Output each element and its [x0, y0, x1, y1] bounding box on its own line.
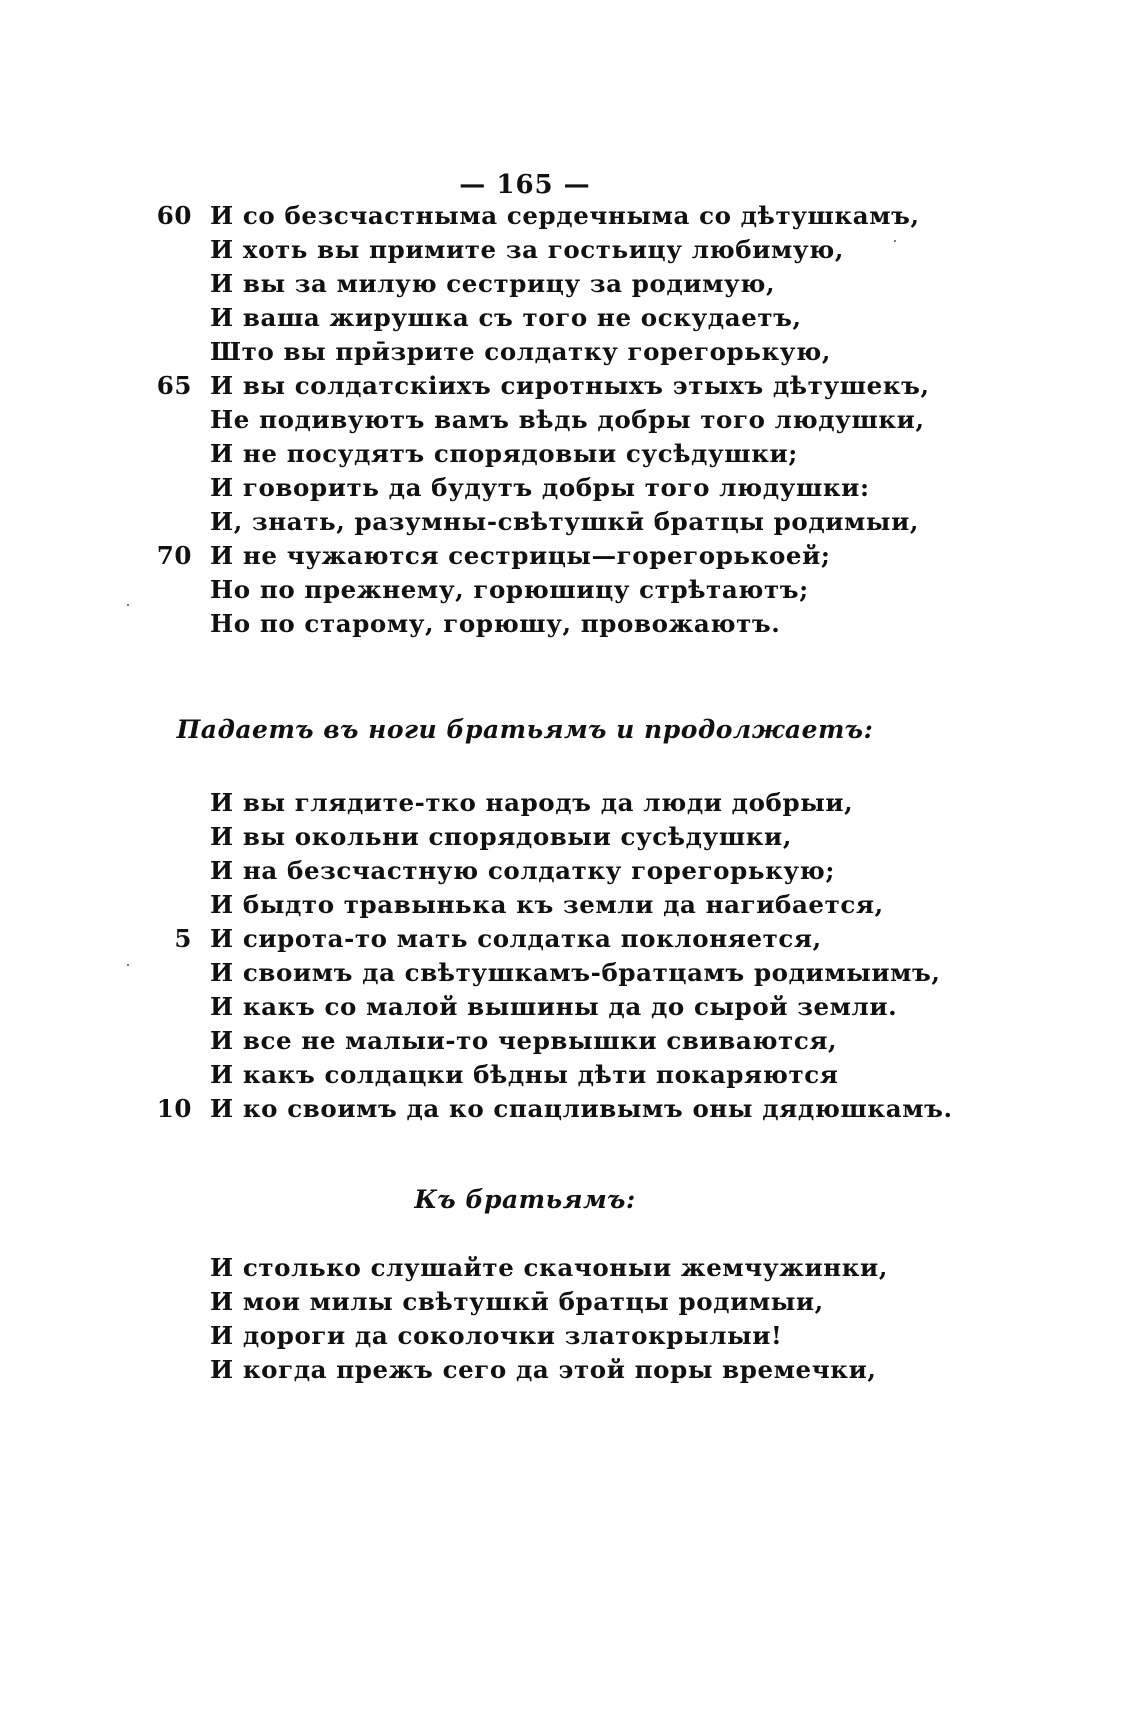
verse-line — [0, 437, 1140, 471]
line-text: Но по старому, горюшу, провожаютъ. — [210, 609, 781, 638]
verse-line — [0, 505, 1140, 539]
line-text: И не чужаются сестрицы—горегорькоей; — [210, 541, 831, 570]
verse-line — [0, 1251, 1140, 1285]
line-text: И вы окольни спорядовыи сусѣдушки, — [210, 822, 792, 851]
line-text: И мои милы свѣтушкӣ братцы родимыи, — [210, 1287, 824, 1316]
line-text: И говорить да будутъ добры того людушки: — [210, 473, 870, 502]
verse-line — [0, 1353, 1140, 1387]
line-text: И со безсчастныма сердечныма со дѣтушкамъ, — [210, 201, 920, 230]
line-number: 10 — [156, 1094, 192, 1123]
verse-line — [0, 1285, 1140, 1319]
verse-line — [0, 990, 1140, 1024]
line-number: 5 — [174, 924, 192, 953]
line-text: И когда прежъ сего да этой поры времечки, — [210, 1355, 877, 1384]
line-text: И какъ солдацки бѣдны дѣти покаряются — [210, 1060, 839, 1089]
verse-block-2 — [0, 786, 1140, 1126]
line-number: 60 — [156, 201, 192, 230]
line-text: И дороги да соколочки златокрылыи! — [210, 1321, 783, 1350]
line-text: И ваша жирушка съ того не оскудаетъ, — [210, 303, 802, 332]
verse-line — [0, 607, 1140, 641]
verse-line — [0, 539, 1140, 573]
line-text: И, знать, разумны-свѣтушкӣ братцы родимыи, — [210, 507, 919, 536]
verse-line — [0, 1058, 1140, 1092]
verse-line — [0, 471, 1140, 505]
verse-line — [0, 1319, 1140, 1353]
verse-line — [0, 854, 1140, 888]
verse-line — [0, 1092, 1140, 1126]
verse-line — [0, 820, 1140, 854]
line-text: И на безсчастную солдатку горегорькую; — [210, 856, 836, 885]
verse-line — [0, 267, 1140, 301]
line-text: И все не малыи-то червышки свиваются, — [210, 1026, 838, 1055]
line-text: И ко своимъ да ко спацливымъ оны дядюшкамъ. — [210, 1094, 953, 1123]
verse-line — [0, 956, 1140, 990]
scan-speck — [127, 964, 129, 966]
line-text: Не подивуютъ вамъ вѣдь добры того людушки, — [210, 405, 925, 434]
line-text: И своимъ да свѣтушкамъ-братцамъ родимыимъ, — [210, 958, 941, 987]
verse-line — [0, 369, 1140, 403]
page-number: — 165 — — [459, 170, 591, 200]
line-text: И столько слушайте скачоныи жемчужинки, — [210, 1253, 888, 1282]
line-text: И хоть вы примите за гостьицу любимую, — [210, 235, 844, 264]
line-text: Што вы прӣзрите солдатку горегорькую, — [210, 337, 831, 366]
verse-line — [0, 922, 1140, 956]
line-text: И вы за милую сестрицу за родимую, — [210, 269, 776, 298]
line-number: 65 — [156, 371, 192, 400]
verse-line — [0, 199, 1140, 233]
line-text: И какъ со малой вышины да до сырой земли. — [210, 992, 898, 1021]
scan-speck — [894, 240, 896, 242]
line-number: 70 — [156, 541, 192, 570]
verse-line — [0, 403, 1140, 437]
verse-line — [0, 335, 1140, 369]
line-text: Но по прежнему, горюшицу стрѣтаютъ; — [210, 575, 809, 604]
verse-line — [0, 573, 1140, 607]
verse-line — [0, 233, 1140, 267]
verse-line — [0, 1024, 1140, 1058]
stage-direction-heading: Къ братьямъ: — [414, 1185, 636, 1214]
verse-block-3 — [0, 1251, 1140, 1387]
verse-line — [0, 301, 1140, 335]
line-text: И вы солдатскіихъ сиротныхъ этыхъ дѣтушекъ, — [210, 371, 930, 400]
verse-block-1 — [0, 199, 1140, 641]
line-text: И не посудятъ спорядовыи сусѣдушки; — [210, 439, 798, 468]
line-text: И быдто травынька къ земли да нагибается, — [210, 890, 884, 919]
stage-direction-heading: Падаетъ въ ноги братьямъ и продолжаетъ: — [176, 715, 874, 744]
line-text: И вы глядите-тко народъ да люди добрыи, — [210, 788, 854, 817]
verse-line — [0, 888, 1140, 922]
line-text: И сирота-то мать солдатка поклоняется, — [210, 924, 822, 953]
scan-speck — [127, 604, 129, 606]
verse-line — [0, 786, 1140, 820]
